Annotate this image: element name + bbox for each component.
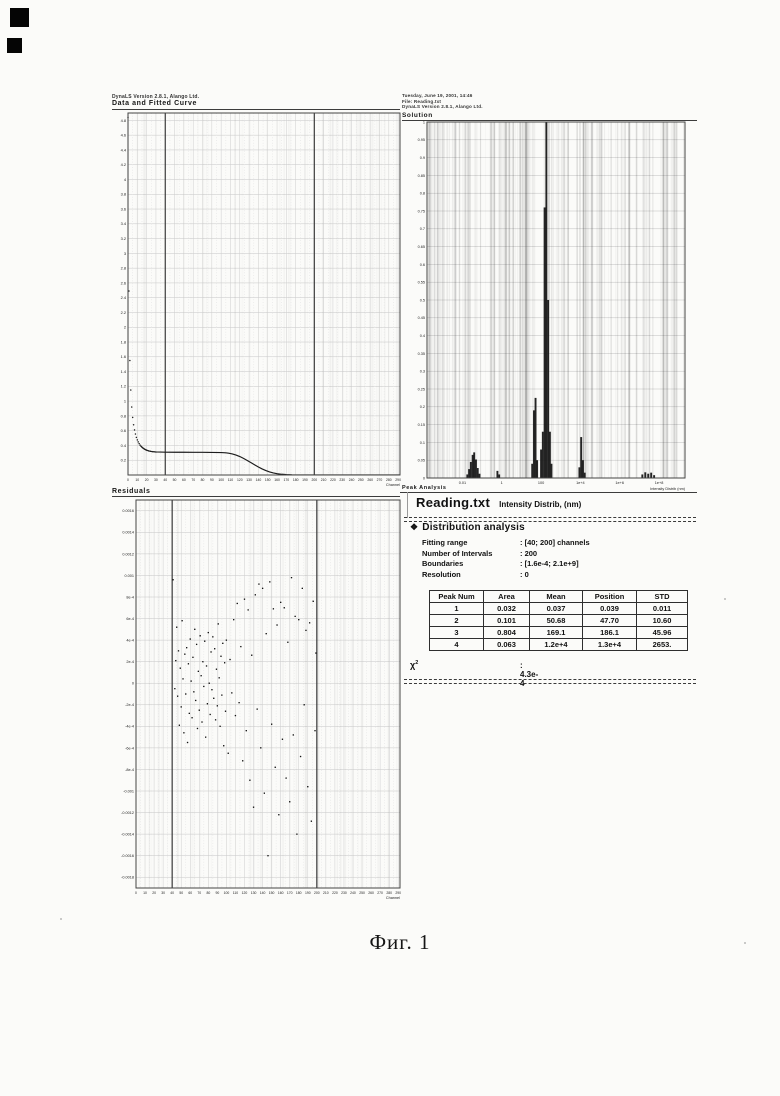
title-rule xyxy=(112,109,400,110)
svg-text:170: 170 xyxy=(283,478,290,482)
col-mean: Mean xyxy=(530,591,583,603)
svg-text:130: 130 xyxy=(246,478,252,482)
svg-text:0: 0 xyxy=(131,681,134,686)
svg-text:170: 170 xyxy=(286,891,293,895)
residuals-chart-title: Residuals xyxy=(112,488,151,495)
svg-text:0.8: 0.8 xyxy=(120,413,126,419)
svg-text:2: 2 xyxy=(123,324,126,330)
svg-text:Channel: Channel xyxy=(385,483,400,487)
svg-text:3.2: 3.2 xyxy=(120,235,126,241)
svg-text:4e-4: 4e-4 xyxy=(126,638,134,643)
svg-text:140: 140 xyxy=(255,478,262,482)
figure-caption: Фиг. 1 xyxy=(369,930,431,954)
svg-text:1: 1 xyxy=(123,398,126,404)
svg-text:150: 150 xyxy=(268,891,275,895)
svg-text:40: 40 xyxy=(170,891,175,895)
svg-text:-8e-4: -8e-4 xyxy=(125,767,134,772)
svg-text:180: 180 xyxy=(295,891,302,895)
parameter-row: Fitting range : [40; 200] channels xyxy=(422,538,590,547)
svg-text:3: 3 xyxy=(123,250,126,256)
solution-distribution-chart xyxy=(398,119,698,493)
peak-table xyxy=(429,590,688,651)
svg-text:90: 90 xyxy=(209,478,214,482)
svg-text:220: 220 xyxy=(330,478,336,482)
svg-text:1.8: 1.8 xyxy=(120,339,126,345)
svg-text:260: 260 xyxy=(367,478,374,482)
svg-text:70: 70 xyxy=(191,478,196,482)
svg-text:40: 40 xyxy=(163,478,168,482)
parameter-row: Boundaries : [1.6e-4; 2.1e+9] xyxy=(422,559,579,568)
svg-text:-4e-4: -4e-4 xyxy=(125,724,134,729)
distribution-analysis-label: Distribution analysis xyxy=(422,522,525,533)
svg-text:10: 10 xyxy=(143,891,147,895)
panel-left-edge xyxy=(407,492,408,518)
svg-text:110: 110 xyxy=(232,891,239,895)
svg-text:10: 10 xyxy=(135,478,140,482)
svg-text:3.6: 3.6 xyxy=(120,206,126,212)
svg-text:3.8: 3.8 xyxy=(120,191,126,197)
parameter-row: Resolution : 0 xyxy=(422,569,529,579)
svg-text:240: 240 xyxy=(350,891,356,895)
svg-text:1: 1 xyxy=(422,120,425,125)
scan-speckle xyxy=(744,942,746,944)
svg-text:0.001: 0.001 xyxy=(124,573,134,578)
peak-table-row: 3 0.804 169.1 186.1 45.96 xyxy=(430,627,688,639)
svg-text:4: 4 xyxy=(123,176,126,182)
svg-text:190: 190 xyxy=(302,478,308,482)
svg-text:1.4: 1.4 xyxy=(120,368,126,374)
peak-table-header-row xyxy=(430,591,688,603)
reading-file-header xyxy=(416,494,581,512)
svg-text:0.9: 0.9 xyxy=(419,156,425,160)
residuals-chart xyxy=(108,497,404,901)
solution-chart-title: Solution xyxy=(402,112,433,119)
svg-text:0.0016: 0.0016 xyxy=(122,509,134,514)
svg-text:30: 30 xyxy=(161,891,166,895)
svg-text:180: 180 xyxy=(292,478,299,482)
fitted-chart-title: Data and Fitted Curve xyxy=(112,100,197,107)
svg-text:0.75: 0.75 xyxy=(417,209,425,214)
peak-table-row: 2 0.101 50.68 47.70 10.60 xyxy=(430,615,688,627)
analysis-parameters xyxy=(422,538,590,580)
svg-text:0.95: 0.95 xyxy=(417,138,425,143)
svg-text:0.2: 0.2 xyxy=(419,405,425,410)
col-position: Position xyxy=(583,591,637,603)
svg-text:3.4: 3.4 xyxy=(120,221,126,227)
svg-text:0.5: 0.5 xyxy=(419,298,425,303)
svg-text:60: 60 xyxy=(188,891,193,895)
svg-text:100: 100 xyxy=(223,891,230,895)
svg-text:4.8: 4.8 xyxy=(120,117,126,123)
peak-analysis-title: Peak Analysis xyxy=(402,485,447,491)
svg-text:290: 290 xyxy=(395,478,401,482)
svg-text:0.65: 0.65 xyxy=(417,245,425,249)
svg-text:6e-4: 6e-4 xyxy=(126,616,134,621)
svg-text:20: 20 xyxy=(152,891,156,895)
svg-text:-0.0014: -0.0014 xyxy=(121,832,134,837)
svg-text:0.6: 0.6 xyxy=(419,262,425,267)
reading-file-name: Reading.txt xyxy=(416,495,491,510)
svg-text:2.2: 2.2 xyxy=(120,309,126,315)
scan-registration-mark xyxy=(10,8,29,27)
report-header xyxy=(402,93,483,110)
svg-text:20: 20 xyxy=(144,478,149,482)
svg-text:0.35: 0.35 xyxy=(417,351,425,356)
svg-text:90: 90 xyxy=(215,891,220,895)
svg-text:260: 260 xyxy=(368,891,374,895)
svg-text:0.7: 0.7 xyxy=(419,227,425,232)
chi-squared-line: $\chi^2$ : 4.3e-4 xyxy=(410,660,539,688)
peak-table-row: 4 0.063 1.2e+4 1.3e+4 2653. xyxy=(430,639,688,651)
svg-text:150: 150 xyxy=(264,478,271,482)
svg-text:30: 30 xyxy=(154,478,158,482)
diamond-bullet-icon: ❖ xyxy=(410,522,419,532)
svg-text:70: 70 xyxy=(197,891,202,895)
svg-text:0.55: 0.55 xyxy=(417,280,425,285)
svg-text:8e-4: 8e-4 xyxy=(126,595,134,600)
svg-text:0.6: 0.6 xyxy=(120,428,126,434)
svg-text:0.0014: 0.0014 xyxy=(122,530,134,535)
svg-text:210: 210 xyxy=(320,478,327,482)
svg-text:0.25: 0.25 xyxy=(417,387,425,392)
svg-text:4.6: 4.6 xyxy=(120,132,126,138)
svg-text:2e-4: 2e-4 xyxy=(126,660,134,665)
svg-text:1e+8: 1e+8 xyxy=(654,481,664,485)
svg-text:280: 280 xyxy=(385,478,392,482)
svg-text:130: 130 xyxy=(250,891,257,895)
svg-text:50: 50 xyxy=(172,478,177,482)
svg-text:-2e-4: -2e-4 xyxy=(125,703,134,708)
distribution-analysis-heading xyxy=(410,522,525,533)
svg-text:0.45: 0.45 xyxy=(417,316,425,321)
svg-text:0: 0 xyxy=(127,478,129,482)
dashed-separator xyxy=(404,679,696,684)
software-version-line: DynaLS Version 2.8.1, Alango Ltd. xyxy=(112,94,200,100)
svg-text:0.05: 0.05 xyxy=(417,458,425,463)
svg-text:0.8: 0.8 xyxy=(419,191,425,196)
report-filename: File: Reading.txt xyxy=(402,98,442,104)
svg-text:2.8: 2.8 xyxy=(120,265,126,271)
svg-text:190: 190 xyxy=(304,891,311,895)
svg-text:-6e-4: -6e-4 xyxy=(125,746,134,751)
svg-text:110: 110 xyxy=(227,478,234,482)
svg-text:0: 0 xyxy=(422,476,425,481)
svg-text:0.0012: 0.0012 xyxy=(122,552,134,557)
svg-text:4.4: 4.4 xyxy=(120,147,126,153)
svg-text:Intensity Distrib (nm): Intensity Distrib (nm) xyxy=(650,487,685,491)
svg-text:200: 200 xyxy=(313,891,320,895)
svg-text:-0.0018: -0.0018 xyxy=(121,875,134,880)
scan-speckle xyxy=(724,598,726,600)
svg-text:Channel: Channel xyxy=(385,896,400,900)
svg-text:120: 120 xyxy=(241,891,248,895)
reading-file-subtitle: Intensity Distrib, (nm) xyxy=(499,500,582,509)
svg-text:2.6: 2.6 xyxy=(120,280,126,286)
svg-text:100: 100 xyxy=(218,478,224,482)
svg-text:0: 0 xyxy=(135,891,137,895)
svg-text:0.3: 0.3 xyxy=(419,369,425,374)
svg-text:200: 200 xyxy=(311,478,318,482)
svg-text:240: 240 xyxy=(348,478,355,482)
svg-text:210: 210 xyxy=(323,891,329,895)
svg-text:270: 270 xyxy=(376,478,383,482)
svg-text:0.1: 0.1 xyxy=(419,440,425,445)
svg-text:0.2: 0.2 xyxy=(120,457,126,463)
svg-text:1.2: 1.2 xyxy=(120,383,126,389)
peak-table-row: 1 0.032 0.037 0.039 0.011 xyxy=(430,603,688,615)
svg-text:0.15: 0.15 xyxy=(417,423,425,427)
report-software: DynaLS Version 2.8.1, Alango Ltd. xyxy=(402,104,483,110)
svg-text:230: 230 xyxy=(341,891,347,895)
fitted-curve-chart xyxy=(108,111,404,495)
chi-symbol: χ xyxy=(410,660,416,670)
col-std: STD xyxy=(637,591,688,603)
svg-text:2.4: 2.4 xyxy=(120,295,126,301)
col-area: Area xyxy=(484,591,530,603)
svg-text:1: 1 xyxy=(500,481,503,485)
svg-text:220: 220 xyxy=(332,891,338,895)
svg-text:270: 270 xyxy=(377,891,383,895)
svg-text:230: 230 xyxy=(339,478,346,482)
svg-text:250: 250 xyxy=(358,478,364,482)
svg-text:-0.0016: -0.0016 xyxy=(121,854,134,859)
col-peak-num: Peak Num xyxy=(430,591,484,603)
svg-text:0.4: 0.4 xyxy=(120,442,126,448)
svg-text:280: 280 xyxy=(386,891,392,895)
scan-registration-mark xyxy=(7,38,22,53)
parameter-row: Number of Intervals : 200 xyxy=(422,548,538,558)
svg-text:-0.001: -0.001 xyxy=(123,789,134,794)
svg-text:1e+6: 1e+6 xyxy=(615,481,624,485)
svg-text:80: 80 xyxy=(200,478,205,482)
report-datetime: Tuesday, June 19, 2001, 14:46 xyxy=(402,93,473,98)
svg-text:0.85: 0.85 xyxy=(417,173,425,178)
svg-text:160: 160 xyxy=(274,478,280,482)
svg-text:-0.0012: -0.0012 xyxy=(121,810,134,815)
svg-text:100: 100 xyxy=(537,481,545,485)
svg-text:160: 160 xyxy=(277,891,284,895)
svg-text:1e+4: 1e+4 xyxy=(576,481,585,485)
svg-text:140: 140 xyxy=(259,891,266,895)
svg-text:250: 250 xyxy=(359,891,365,895)
title-rule xyxy=(400,492,697,493)
svg-text:50: 50 xyxy=(179,891,184,895)
svg-text:1.6: 1.6 xyxy=(120,354,126,360)
svg-text:120: 120 xyxy=(236,478,243,482)
svg-text:0.4: 0.4 xyxy=(419,334,425,338)
svg-text:290: 290 xyxy=(395,891,402,895)
svg-text:80: 80 xyxy=(206,891,211,895)
scan-speckle xyxy=(60,918,62,920)
svg-text:60: 60 xyxy=(181,478,186,482)
chi-squared-value: : 4.3e-4 xyxy=(520,661,539,688)
svg-text:0.01: 0.01 xyxy=(458,481,467,485)
svg-text:4.2: 4.2 xyxy=(120,162,126,168)
